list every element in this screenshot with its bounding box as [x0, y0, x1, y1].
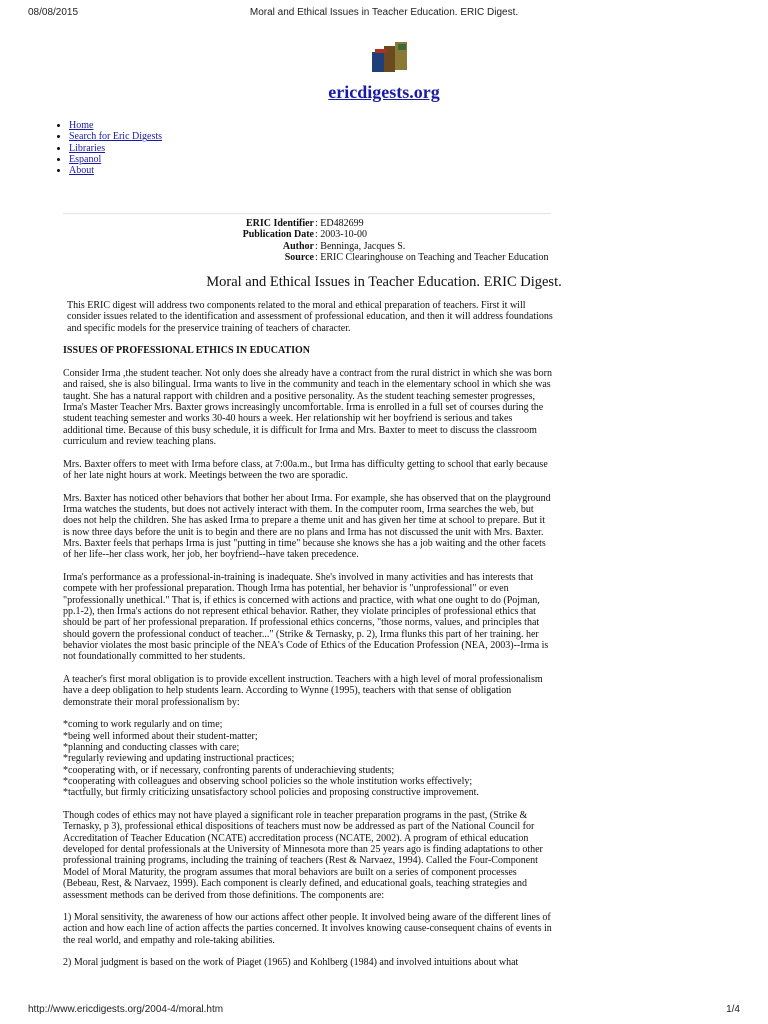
- paragraph: Irma's performance as a professional-in-training is inadequate. She's involved in many activities and has interests that compete with her professional preparation. Though Irma has potential, her behavior is "unprofessional" or even "professionally unethical." That is, if ethics is concerned with actions and practice, with what one ought to do (Pojman, pp.1-2), then Irma's actions do not represent ethical behavior. Rather, they violate principles of professional ethics that should be part of her professional preparation. If professional ethics concerns, "those norms, values, and principles that should govern the professional conduct of teacher..." (Strike & Ternasky, p. 2), Irma flunks this part of her training. her behavior violates the most basic principle of the NEA's Code of Ethics of the Education Profession (NEA, 2003)--Irma is not foundationally committed to her students.: [63, 572, 549, 663]
- nav-item: [69, 143, 162, 154]
- section-heading: ISSUES OF PROFESSIONAL ETHICS IN EDUCATION: [63, 345, 311, 357]
- nav-link-libraries[interactable]: Libraries: [69, 142, 106, 154]
- meta-value: : Benninga, Jacques S.: [315, 240, 406, 252]
- meta-label: Publication Date: [242, 229, 314, 241]
- nav-item: [69, 120, 162, 131]
- books-icon: [370, 40, 412, 74]
- nav-link-espanol[interactable]: Espanol: [69, 153, 102, 165]
- nav-item: [69, 165, 162, 176]
- paragraph: A teacher's first moral obligation is to provide excellent instruction. Teachers with a high level of moral professionalism have a deep obligation to help students learn. According to Wynne (1995), teachers with that sense of obligation demonstrate their moral professionalism by:: [63, 674, 543, 708]
- paragraph: Mrs. Baxter has noticed other behaviors that bother her about Irma. For example, she has observed that on the playground Irma watches the students, but does not actively interact with them. In the computer room, Irma searches the web, but does not help the children. She has asked Irma to prepare a theme unit and has given her time at school to prepare. But it is now three days before the unit is to begin and there are no plans and Irma has not discussed the unit with Mrs. Baxter. Mrs. Baxter feels that perhaps Irma is just "putting in time" because she knows she has a job waiting and the other facets of her life--her class work, her job, her boyfriend--have taken precedence.: [63, 492, 551, 561]
- paragraph: Though codes of ethics may not have played a significant role in teacher preparation programs in the past, (Strike & Ternasky, p 3), professional ethical dispositions of teachers must now be addressed as part of the National Council for Accreditation of Teacher Education (NCATE) accreditation process (NCATE, 2002). A program of ethical education developed for dental professionals at the University of Minnesota more than 25 years ago is finding adaptations to other professional training programs, including the training of teachers (Rest & Narvaez, 1994). Called the Four-Component Model of Moral Maturity, the program assumes that moral behaviors are built on a series of component processes (Bebeau, Rest, & Narvaez, 1999). Each component is clearly defined, and educational goals, teaching strategies and assessment methods can be derived from those definitions. The components are:: [63, 810, 543, 901]
- meta-value: : ED482699: [315, 218, 364, 229]
- list-item: *tactfully, but firmly criticizing unsatisfactory school policies and proposing constructive improvement.: [63, 787, 479, 799]
- divider: [63, 213, 551, 214]
- nav-link-search[interactable]: Search for Eric Digests: [69, 131, 163, 143]
- article-body: [63, 300, 553, 980]
- print-title: Moral and Ethical Issues in Teacher Education. ERIC Digest.: [249, 7, 519, 18]
- nav-link-home[interactable]: Home: [69, 120, 94, 131]
- nav-link-about[interactable]: About: [69, 165, 94, 177]
- nav-item: [69, 154, 162, 165]
- paragraph: Mrs. Baxter offers to meet with Irma before class, at 7:00a.m., but Irma has difficulty getting to school that early because of her late night hours at work. Meetings between the two are sporadic.: [63, 458, 548, 482]
- list-item: *coming to work regularly and on time;: [63, 719, 223, 731]
- print-page-number: 1/4: [726, 1004, 740, 1015]
- list-item: *cooperating with, or if necessary, confronting parents of underachieving students;: [63, 764, 395, 776]
- paragraph: 2) Moral judgment is based on the work of Piaget (1965) and Kohlberg (1984) and involved intuitions about what: [63, 957, 519, 969]
- meta-label: Source: [284, 251, 314, 263]
- meta-value: : 2003-10-00: [315, 229, 367, 241]
- print-date: 08/08/2015: [28, 7, 79, 18]
- paragraph: 1) Moral sensitivity, the awareness of how our actions affect other people. It involved being aware of the different lines of action and how each line of action affects the parties concerned. It involves knowing cause-consequent chains of events in the real world, and empathy and role-taking abilities.: [63, 912, 552, 946]
- meta-label: ERIC Identifier: [245, 218, 314, 229]
- site-nav: [56, 120, 162, 176]
- obligations-list: [63, 719, 553, 798]
- meta-value: : ERIC Clearinghouse on Teaching and Teacher Education: [315, 251, 549, 263]
- paragraph: Consider Irma ,the student teacher. Not only does she already have a contract from the rural district in which she was born and raised, she is also bilingual. Irma wants to live in the community and teach in the elementary school in which she was taught. She has a natural rapport with children and a positive personality. As the student teaching semester progresses, Irma's Master Teacher Mrs. Baxter grows increasingly uncomfortable. Irma is enrolled in a full set of courses during the student teaching semester and works 30-40 hours a week. Her relationship wit her boyfriend is serious and takes additional time. Because of this busy schedule, it is difficult for Irma and Mrs. Baxter to meet to discuss the classroom curriculum and review teaching plans.: [63, 367, 553, 448]
- list-item: *regularly reviewing and updating instructional practices;: [63, 753, 295, 765]
- meta-label: Author: [282, 240, 314, 252]
- intro-paragraph: This ERIC digest will address two components related to the moral and ethical preparation of teachers. First it will consider issues related to the identification and assessment of professional education, and then it will address foundations and specific models for the preservice training of teachers of character.: [67, 300, 553, 334]
- print-url: http://www.ericdigests.org/2004-4/moral.htm: [28, 1004, 224, 1015]
- nav-item: [69, 131, 162, 142]
- document-title: Moral and Ethical Issues in Teacher Education. ERIC Digest.: [206, 274, 562, 290]
- list-item: *planning and conducting classes with care;: [63, 742, 240, 754]
- site-title-link[interactable]: ericdigests.org: [328, 82, 440, 102]
- list-item: *cooperating with colleagues and observing school policies so the whole institution works effectively;: [63, 776, 473, 788]
- list-item: *being well informed about their student-matter;: [63, 730, 258, 742]
- document-metadata: [0, 218, 768, 263]
